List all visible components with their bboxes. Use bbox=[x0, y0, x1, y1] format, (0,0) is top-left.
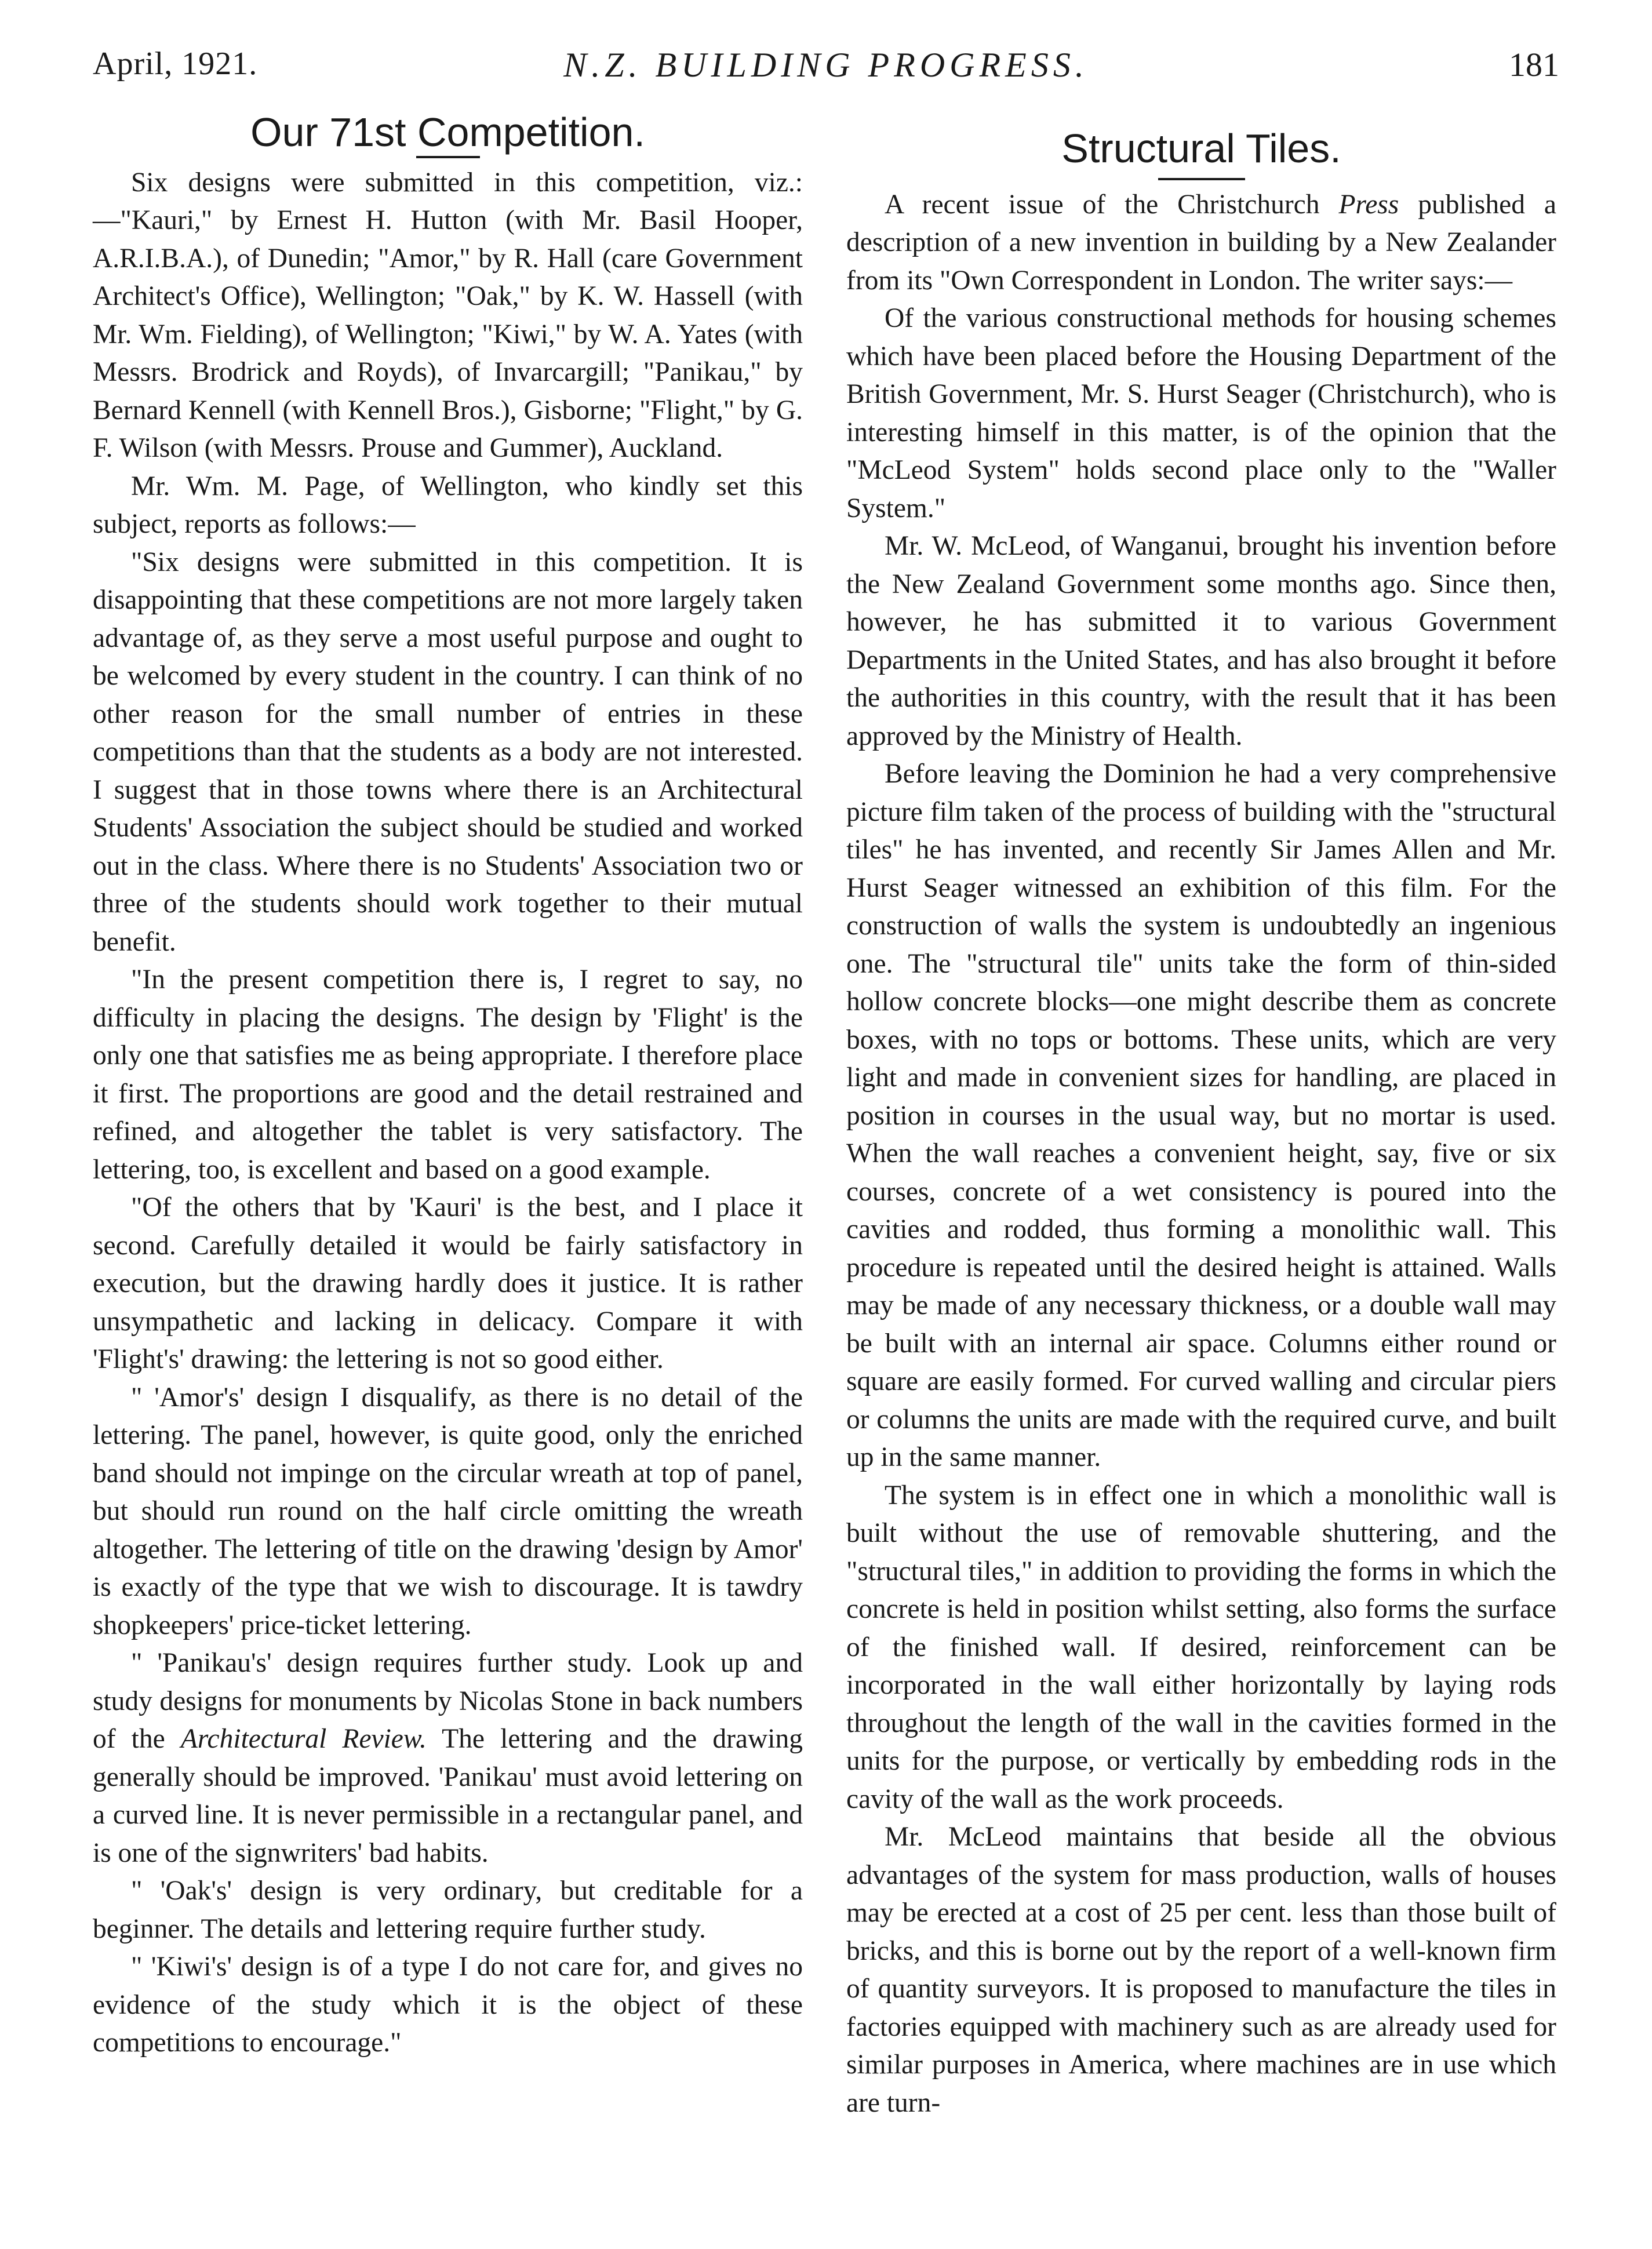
paragraph: "Of the others that by 'Kauri' is the best, and I place it second. Carefully detailed it would be fairly satisfactory in execution, but the drawing hardly does it justice. It is rather unsympathetic and lacking in delicacy. Compare it with 'Flight's' drawing: the lettering is not so good either. bbox=[93, 1192, 803, 1374]
article-title-structural-tiles: Structural Tiles. bbox=[1061, 126, 1341, 171]
paragraph: " 'Oak's' design is very ordinary, but creditable for a beginner. The details and lettering require further study. bbox=[93, 1876, 803, 1944]
running-header bbox=[93, 45, 1559, 97]
italic-newspaper-name: Press bbox=[1338, 189, 1399, 220]
paragraph: The system is in effect one in which a monolithic wall is built without the use of removable shuttering, and the "structural tiles," in addition to providing the forms in which the concrete is held in position whilst setting, also forms the surface of the finished wall. If desired, reinforcement can be incorporated in the wall either horizontally by laying rods throughout the length of the wall in the cavities formed in the units for the purpose, or vertically by embedding rods in the cavity of the wall as the work proceeds. bbox=[846, 1480, 1556, 1814]
paragraph: Six designs were submitted in this competition, viz.:—"Kauri," by Ernest H. Hutton (with Mr. Basil Hooper, A.R.I.B.A.), of Dunedin; "Amor," by R. Hall (care Government Architect's Office), Wellington; "Oak," by K. W. Hassell (with Mr. Wm. Fielding), of Wellington; "Kiwi," by W. A. Yates (with Messrs. Brodrick and Royds), of Invarcargill; "Panikau," by Bernard Kennell (with Kennell Bros.), Gisborne; "Flight," by G. F. Wilson (with Messrs. Prouse and Gummer), Auckland. bbox=[93, 167, 803, 463]
issue-date: April, 1921. bbox=[93, 46, 258, 82]
paragraph: Mr. W. McLeod, of Wanganui, brought his invention before the New Zealand Government some months ago. Since then, however, he has submitted it to various Government Departments in the United States, and has also brought it before the authorities in this country, with the result that it has been approved by the Ministry of Health. bbox=[846, 531, 1556, 751]
paragraph: Mr. Wm. M. Page, of Wellington, who kindly set this subject, reports as follows:— bbox=[93, 471, 803, 539]
page-number: 181 bbox=[1509, 46, 1559, 83]
paragraph-text: " 'Panikau's' design requires further study. Look up and study designs for monuments by Nicolas Stone in back numbers of the bbox=[93, 1648, 803, 1754]
paragraph: Of the various constructional methods for housing schemes which have been placed before the Housing Department of the British Government, Mr. S. Hurst Seager (Christchurch), who is interesting himself in this matter, is of the opinion that the "McLeod System" holds second place only to the "Waller System." bbox=[846, 303, 1556, 523]
paragraph-text: The lettering and the drawing generally should be improved. 'Panikau' must avoid lettering on a curved line. It is never permissible in a rectangular panel, and is one of the signwriters' bad habits. bbox=[93, 1724, 803, 1868]
right-column bbox=[846, 107, 1556, 2122]
paragraph: " 'Kiwi's' design is of a type I do not care for, and gives no evidence of the study which it is the object of these competitions to encourage." bbox=[93, 1952, 803, 2058]
italic-journal-name: Architectural Review. bbox=[180, 1724, 427, 1754]
paragraph: Before leaving the Dominion he had a very comprehensive picture film taken of the process of building with the "structural tiles" he has invented, and recently Sir James Allen and Mr. Hurst Seager witnessed an exhibition of this film. For the construction of walls the system is undoubtedly an ingenious one. The "structural tile" units take the form of thin-sided hollow concrete blocks—one might describe them as concrete boxes, with no tops or bottoms. These units, which are very light and made in convenient sizes for handling, are placed in position in courses in the usual way, but no mortar is used. When the wall reaches a convenient height, say, five or six courses, concrete of a wet consistency is poured into the cavities and rodded, thus forming a monolithic wall. This procedure is repeated until the desired height is attained. Walls may be made of any necessary thickness, or a double wall may be built with an internal air space. Columns either round or square are easily formed. For curved walling and circular piers or columns the units are made with the required curve, and built up in the same manner. bbox=[846, 759, 1556, 1472]
paragraph: Mr. McLeod maintains that beside all the obvious advantages of the system for mass production, walls of houses may be erected at a cost of 25 per cent. less than those built of bricks, and this is borne out by the report of a well-known firm of quantity surveyors. It is proposed to manufacture the tiles in factories equipped with machinery such as are already used for similar purposes in America, where machines are in use which are turn- bbox=[846, 1822, 1556, 2118]
left-column bbox=[93, 107, 803, 2062]
journal-title: N.Z. BUILDING PROGRESS. bbox=[563, 46, 1089, 84]
paragraph bbox=[846, 186, 1556, 300]
paragraph: "In the present competition there is, I regret to say, no difficulty in placing the designs. The design by 'Flight' is the only one that satisfies me as being appropriate. I therefore place it first. The proportions are good and the detail restrained and refined, and altogether the tablet is very satisfactory. The lettering, too, is excellent and based on a good example. bbox=[93, 965, 803, 1185]
paragraph: "Six designs were submitted in this competition. It is disappointing that these competitions are not more largely taken advantage of, as they serve a most useful purpose and ought to be welcomed by every student in the country. I can think of no other reason for the small number of entries in these competitions than that the students as a body are not interested. I suggest that in those towns where there is an Architectural Students' Association the subject should be studied and worked out in the class. Where there is no Students' Association two or three of the students should work together to their mutual benefit. bbox=[93, 547, 803, 957]
paragraph: " 'Amor's' design I disqualify, as there is no detail of the lettering. The panel, however, is quite good, only the enriched band should not impinge on the circular wreath at top of panel, but should run round on the half circle omitting the wreath altogether. The lettering of title on the drawing 'design by Amor' is exactly of the type that we wish to discourage. It is tawdry shopkeepers' price-ticket lettering. bbox=[93, 1382, 803, 1640]
title-rule bbox=[1158, 178, 1245, 180]
paragraph bbox=[93, 1644, 803, 1872]
article-title-competition: Our 71st Competition. bbox=[250, 110, 645, 155]
paragraph-text: A recent issue of the Christchurch bbox=[885, 189, 1339, 220]
paragraph-text: published a description of a new invention in building by a New Zealander from its "Own Correspondent in London. The writer says:— bbox=[846, 189, 1556, 296]
